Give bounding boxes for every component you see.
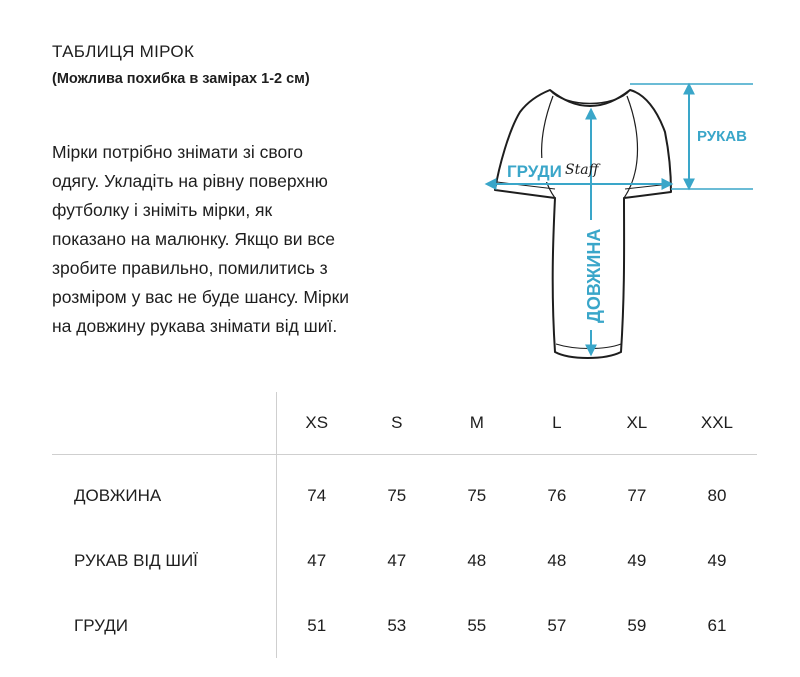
table-cell: 59 [627, 615, 647, 635]
table-cell: 75 [467, 485, 487, 505]
instruction-line: на довжину рукава знімати від шиї. [52, 316, 338, 336]
instruction-line: показано на малюнку. Якщо ви все [52, 229, 336, 249]
raglan-seam-left [542, 96, 555, 198]
table-cell: 61 [707, 615, 727, 635]
table-row [52, 455, 757, 529]
size-header: XL [597, 392, 677, 455]
table-cell: 75 [387, 485, 407, 505]
instruction-line: Мірки потрібно знімати зі свого [52, 142, 303, 162]
row-label: ДОВЖИНА [74, 485, 162, 505]
instruction-line: зробите правильно, помилитись з [52, 258, 328, 278]
table-cell: 47 [387, 550, 407, 570]
table-cell: 47 [276, 528, 357, 593]
measurement-instructions [52, 138, 417, 341]
hem-seam [556, 344, 621, 349]
instruction-line: футболку і зніміть мірки, як [52, 200, 273, 220]
size-header: M [437, 392, 517, 455]
size-header: XXL [677, 392, 757, 455]
table-cell: 51 [276, 593, 357, 658]
chest-label: ГРУДИ [507, 162, 562, 181]
table-corner-cell [52, 392, 276, 455]
raglan-seam-right [624, 96, 638, 198]
length-label: ДОВЖИНА [584, 228, 604, 323]
table-cell: 55 [467, 615, 487, 635]
page-subtitle: (Можлива похибка в замірах 1-2 см) [52, 71, 310, 87]
table-cell: 74 [276, 455, 357, 529]
brand-logo: Staff [565, 162, 599, 178]
table-cell: 53 [387, 615, 407, 635]
instruction-line: одягу. Укладіть на рівну поверхню [52, 171, 328, 191]
sleeve-label: РУКАВ [697, 128, 747, 145]
tshirt-neckline [550, 90, 630, 104]
table-cell: 77 [627, 485, 647, 505]
row-label: РУКАВ ВІД ШИЇ [74, 550, 198, 570]
row-label: ГРУДИ [74, 615, 128, 635]
size-chart-table [52, 392, 757, 658]
table-row [52, 593, 757, 658]
page-title: ТАБЛИЦЯ МІРОК [52, 42, 195, 61]
instruction-line: розміром у вас не буде шансу. Мірки [52, 287, 350, 307]
table-cell: 48 [467, 550, 487, 570]
size-header: L [517, 392, 597, 455]
table-cell: 48 [547, 550, 567, 570]
table-header-row [52, 392, 757, 455]
table-cell: 76 [547, 485, 567, 505]
table-cell: 49 [707, 550, 727, 570]
size-header: S [357, 392, 437, 455]
table-cell: 49 [627, 550, 647, 570]
table-row [52, 528, 757, 593]
size-header: XS [276, 392, 357, 455]
tshirt-measurement-diagram [425, 70, 760, 380]
table-cell: 57 [547, 615, 567, 635]
table-cell: 80 [707, 485, 727, 505]
